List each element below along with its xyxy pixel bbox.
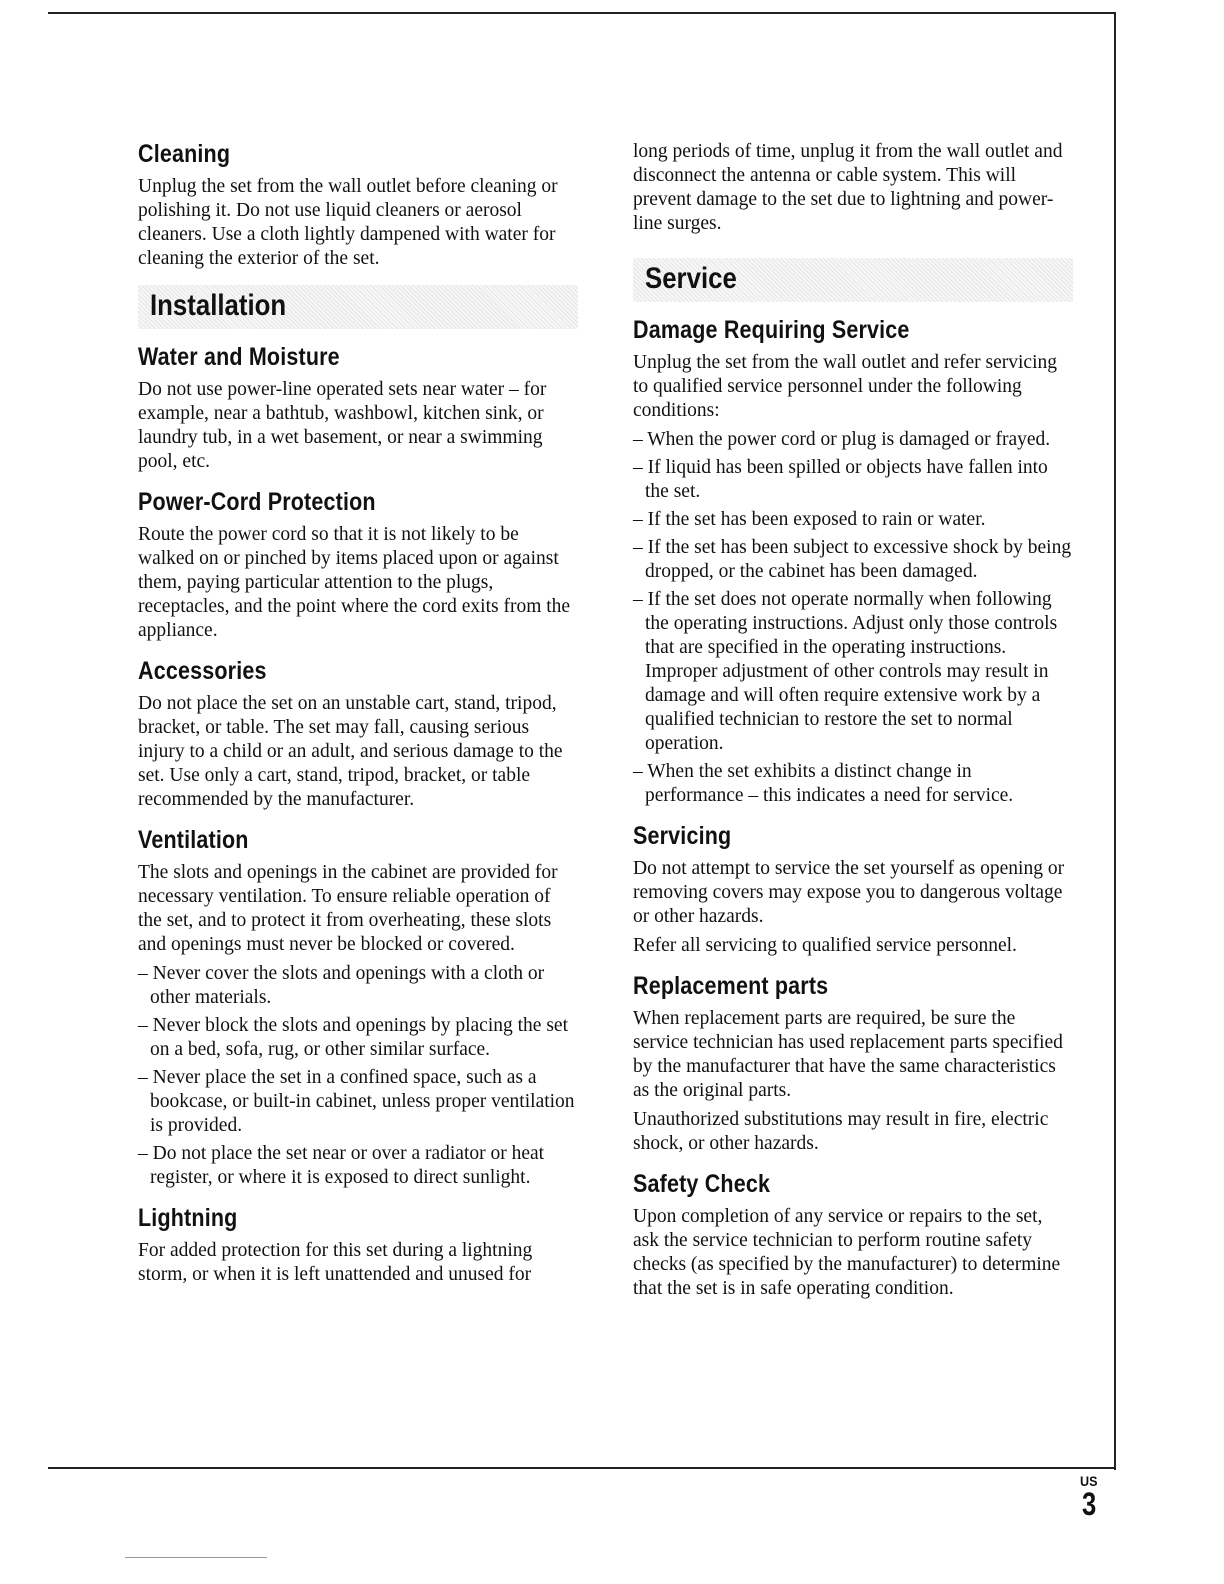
cleaning-text: Unplug the set from the wall outlet before cleaning or polishing it. Do not use liquid cleaners or aerosol cleaners. Use a cloth lightly dampened with water for cleaning the exterior of the set.: [138, 176, 558, 269]
damage-heading: Damage Requiring Service: [633, 316, 910, 344]
safety-heading: Safety Check: [633, 1170, 771, 1198]
service-banner: [633, 258, 1073, 302]
power-cord-heading: Power-Cord Protection: [138, 488, 376, 516]
servicing-heading: Servicing: [633, 822, 732, 850]
region-code: US: [1080, 1473, 1098, 1489]
safety-text: Upon completion of any service or repairs to the set, ask the service technician to perform routine safety checks (as specified by the manufacturer) to determine that the set is in safe operating condition.: [633, 1206, 1061, 1299]
list-item: – Never cover the slots and openings with a cloth or other materials.: [138, 963, 545, 1008]
list-item: – Never place the set in a confined space, such as a bookcase, or built-in cabinet, unless proper ventilation is provided.: [138, 1067, 575, 1136]
top-rule: [48, 12, 1116, 14]
list-item: – Do not place the set near or over a radiator or heat register, or where it is exposed to direct sunlight.: [138, 1143, 545, 1188]
water-heading: Water and Moisture: [138, 343, 340, 371]
servicing-text: Do not attempt to service the set yourself as opening or removing covers may expose you to dangerous voltage or other hazards.: [633, 858, 1065, 927]
accessories-heading: Accessories: [138, 657, 267, 685]
list-item: – If the set does not operate normally when following the operating instructions. Adjust only those controls that are specified in the operating instructions. Improper adjustment of other controls may result in damage and will often require extensive work by a qualified technician to restore the set to normal operation.: [633, 589, 1058, 754]
right-column: [633, 140, 1073, 1306]
accessories-text: Do not place the set on an unstable cart, stand, tripod, bracket, or table. The set may fall, causing serious injury to a child or an adult, and serious damage to the set. Use only a cart, stand, tripod, bracket, or table recommended by the manufacturer.: [138, 693, 563, 810]
damage-text: Unplug the set from the wall outlet and refer servicing to qualified service personnel under the following conditions:: [633, 352, 1057, 421]
ventilation-list: [138, 962, 578, 1190]
list-item: – When the power cord or plug is damaged or frayed.: [633, 429, 1051, 450]
replacement-heading: Replacement parts: [633, 972, 829, 1000]
replacement-text-2: Unauthorized substitutions may result in fire, electric shock, or other hazards.: [633, 1109, 1049, 1154]
lightning-text-continued: long periods of time, unplug it from the wall outlet and disconnect the antenna or cable system. This will prevent damage to the set due to lightning and power-line surges.: [633, 141, 1063, 234]
page-number: 3: [1082, 1486, 1097, 1522]
cleaning-heading: Cleaning: [138, 140, 231, 168]
right-rule: [1114, 12, 1116, 1470]
list-item: – When the set exhibits a distinct change in performance – this indicates a need for service.: [633, 761, 1014, 806]
power-cord-text: Route the power cord so that it is not likely to be walked on or pinched by items placed upon or against them, paying particular attention to the plugs, receptacles, and the point where the cord exits from the appliance.: [138, 524, 571, 641]
list-item: – Never block the slots and openings by placing the set on a bed, sofa, rug, or other similar surface.: [138, 1015, 568, 1060]
water-text: Do not use power-line operated sets near water – for example, near a bathtub, washbowl, kitchen sink, or laundry tub, in a wet basement, or near a swimming pool, etc.: [138, 379, 547, 472]
replacement-text: When replacement parts are required, be sure the service technician has used replacement parts specified by the manufacturer that have the same characteristics as the original parts.: [633, 1008, 1063, 1101]
footer-mark: [125, 1557, 267, 1558]
servicing-text-2: Refer all servicing to qualified service personnel.: [633, 935, 1017, 956]
left-column: [138, 140, 578, 1292]
list-item: – If liquid has been spilled or objects have fallen into the set.: [633, 457, 1048, 502]
damage-list: [633, 428, 1073, 808]
lightning-heading: Lightning: [138, 1204, 238, 1232]
list-item: – If the set has been exposed to rain or water.: [633, 509, 986, 530]
service-title: Service: [645, 262, 737, 295]
lightning-text: For added protection for this set during a lightning storm, or when it is left unattended and unused for: [138, 1240, 533, 1285]
installation-title: Installation: [150, 289, 287, 322]
installation-banner: [138, 285, 578, 329]
bottom-rule: [48, 1467, 1116, 1469]
ventilation-text: The slots and openings in the cabinet are provided for necessary ventilation. To ensure reliable operation of the set, and to protect it from overheating, these slots and openings must never be blocked or covered.: [138, 862, 558, 955]
list-item: – If the set has been subject to excessive shock by being dropped, or the cabinet has been damaged.: [633, 537, 1072, 582]
ventilation-heading: Ventilation: [138, 826, 249, 854]
